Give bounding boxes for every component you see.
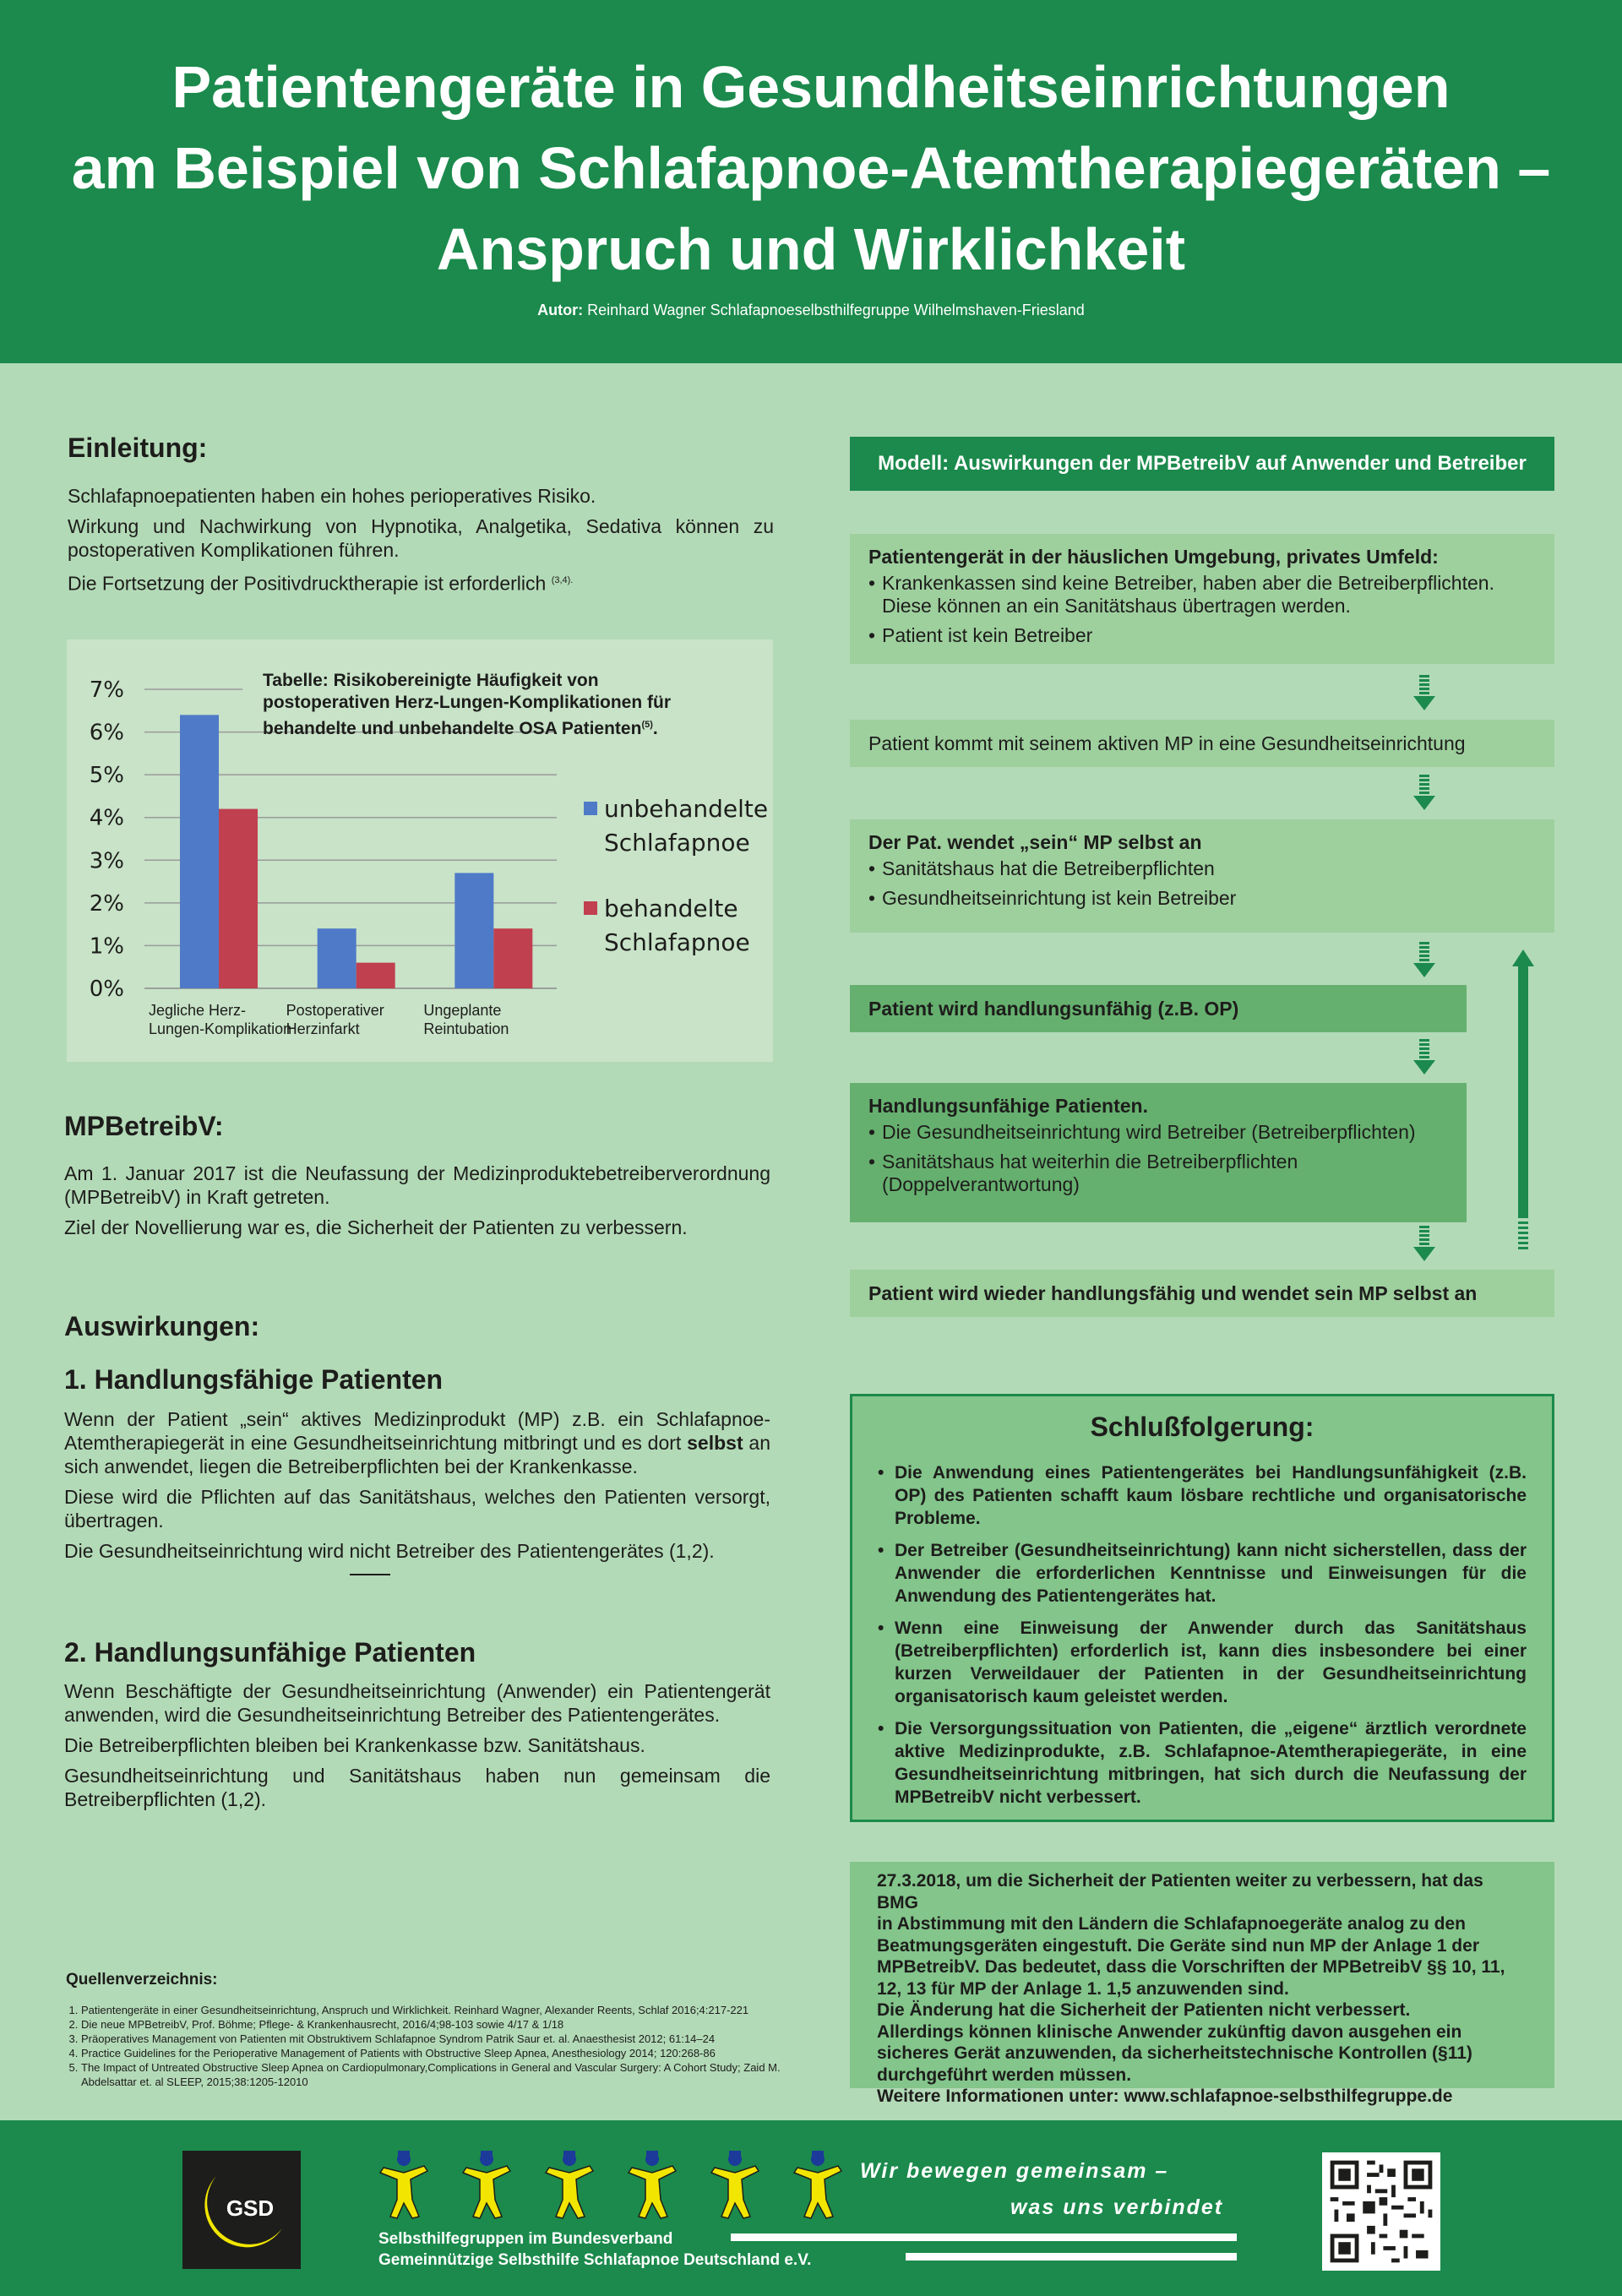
poster-header (0, 0, 1622, 363)
model-box-incapable (850, 985, 1467, 1032)
chart-title: Tabelle: Risikobereinigte Häufigkeit von postoperativen Herz-Lungen-Komplikationen für behandelte und unbehandelte OSA Patienten (263, 671, 672, 738)
references-heading: Quellenverzeichnis: (66, 1971, 218, 1989)
x-category-label: Reintubation (423, 1020, 509, 1037)
conclusion-item: • Die Anwendung eines Patientengerätes bei Handlungsunfähigkeit (z.B. OP) des Patienten schafft kaum lösbare rechtliche und organisatorische Probleme. (878, 1461, 1527, 1530)
slogan-line-2: was uns verbindet (1010, 2195, 1224, 2219)
x-category-label: Lungen-Komplikation (149, 1020, 292, 1037)
einleitung-p2: Wirkung und Nachwirkung von Hypnotika, Analgetika, Sedativa können zu postoperativen Komplikationen führen. (68, 515, 774, 561)
note-line: Beatmungsgeräten eingestuft. Die Geräte sind nun MP der Anlage 1 der (877, 1935, 1479, 1956)
conclusion-heading: Schlußfolgerung: (1090, 1412, 1314, 1442)
down-arrow-icon (1412, 775, 1437, 810)
x-category-label: Herzinfarkt (286, 1020, 360, 1037)
org-line-2: Gemeinnützige Selbsthilfe Schlafapnoe Deutschland e.V. (378, 2251, 812, 2269)
legend-label: behandelte (604, 895, 738, 922)
footer-bar (731, 2233, 1237, 2241)
reference-item: 4. Practice Guidelines for the Perioperative Management of Patients with Obstructive Sleep Apnea, Anesthesiology 2014; 120:268-86 (81, 2046, 809, 2060)
s2-p2: Die Betreiberpflichten bleiben bei Krankenkasse bzw. Sanitätshaus. (64, 1734, 645, 1756)
qr-code-icon (1322, 2152, 1440, 2271)
y-tick-label: 7% (89, 677, 124, 703)
return-up-arrow-icon (1510, 949, 1536, 1252)
legend-label: unbehandelte (604, 795, 769, 823)
y-tick-label: 0% (89, 977, 124, 1002)
bar-unbehandelt (318, 928, 357, 988)
down-arrow-icon (1412, 1039, 1437, 1075)
reference-item: 5. The Impact of Untreated Obstructive Sleep Apnea on Cardiopulmonary,Complications in General and Vascular Surgery: A Cohort Study; Zaid M. Abdelsattar et. al SLEEP, 2015;38:1205-12010 (81, 2060, 809, 2089)
down-arrow-icon (1412, 1226, 1437, 1261)
bar-unbehandelt (180, 715, 219, 988)
title-line-3: Anspruch und Wirklichkeit (436, 216, 1186, 282)
footer (0, 2120, 1622, 2296)
title-line-2: am Beispiel von Schlafapnoe-Atemtherapiegeräten – (71, 135, 1551, 201)
y-tick-label: 1% (89, 933, 124, 960)
mpbetreibv-p2: Ziel der Novellierung war es, die Sicherheit der Patienten zu verbessern. (64, 1216, 688, 1238)
mpbetreibv-text (64, 1162, 770, 1246)
note-line: durchgeführt werden müssen. (877, 2065, 1132, 2085)
down-arrow-icon (1412, 675, 1437, 710)
author-label: Autor: (537, 302, 584, 318)
note-line: in Abstimmung mit den Ländern die Schlafapnoegeräte analog zu den (877, 1914, 1466, 1934)
footer-bar (906, 2253, 1237, 2261)
x-category-label: Ungeplante (423, 1002, 502, 1019)
model-heading: Modell: Auswirkungen der MPBetreibV auf Anwender und Betreiber (850, 437, 1554, 491)
model-box-incapable-patients-item: • Sanitätshaus hat weiterhin die Betreiberpflichten (Doppelverantwortung) (868, 1151, 1448, 1196)
legend-label: Schlafapnoe (604, 829, 750, 857)
handlungsunfaehige-heading: 2. Handlungsunfähige Patienten (64, 1637, 476, 1668)
conclusion-box (850, 1394, 1554, 1822)
model-box-self-use-item: • Gesundheitseinrichtung ist kein Betreiber (868, 887, 1536, 910)
bar-unbehandelt (454, 873, 493, 988)
chart-title-end: . (652, 719, 658, 738)
s1-p3-a: Die Gesundheitseinrichtung wird (64, 1540, 350, 1562)
people-figures-icon (378, 2147, 852, 2223)
model-box-capable-again (850, 1270, 1554, 1317)
references (66, 1971, 809, 2089)
author-text: Reinhard Wagner Schlafapnoeselbsthilfegruppe Wilhelmshaven-Friesland (587, 302, 1085, 318)
x-category-label: Postoperativer (286, 1002, 384, 1019)
legend-swatch (584, 901, 597, 915)
einleitung-p3-text: Die Fortsetzung der Positivdrucktherapie ist erforderlich (68, 572, 547, 595)
s1-p1-c: an sich anwendet, liegen die Betreiberpflichten bei der Krankenkasse. (64, 1432, 770, 1477)
s1-p1 (64, 1407, 770, 1478)
model-box-home-item: • Krankenkassen sind keine Betreiber, haben aber die Betreiberpflichten. Diese können an ein Sanitätshaus übertragen werden. (868, 572, 1536, 618)
qr-code[interactable] (1322, 2152, 1440, 2271)
chart-box (67, 639, 773, 1062)
reference-item: 2. Die neue MPBetreibV, Prof. Böhme; Pflege- & Krankenhausrecht, 2016/4;98-103 sowie 4/17 & 1/18 (81, 2017, 809, 2032)
x-category-label: Jegliche Herz- (149, 1002, 247, 1019)
y-tick-label: 5% (89, 763, 124, 789)
chart-title-ref: (5) (641, 720, 653, 730)
einleitung-heading: Einleitung: (68, 433, 208, 463)
einleitung-p3 (68, 569, 774, 596)
model-box-home (850, 534, 1554, 664)
mpbetreibv-p1: Am 1. Januar 2017 ist die Neufassung der Medizinproduktebetreiberverordnung (MPBetreibV) in Kraft getreten. (64, 1162, 770, 1208)
s2-p1: Wenn Beschäftigte der Gesundheitseinrichtung (Anwender) ein Patientengerät anwenden, wird die Gesundheitseinrichtung Betreiber des Patientengerätes. (64, 1680, 770, 1726)
y-tick-label: 2% (89, 890, 124, 917)
s1-p1-bold: selbst (687, 1432, 743, 1454)
einleitung-text (68, 484, 774, 602)
logo-text: GSD (226, 2195, 275, 2221)
model-box-home-heading: Patientengerät in der häuslichen Umgebung, privates Umfeld: (868, 546, 1439, 568)
legend-swatch (584, 802, 597, 815)
conclusion-item: • Wenn eine Einweisung der Anwender durch das Sanitätshaus (Betreiberpflichten) erforderlich ist, kann dies insbesondere bei einer kurzen Verweildauer der Patienten in der Gesundheitseinrichtung organisatorisch kaum geleistet werden. (878, 1617, 1527, 1708)
bar-behandelt (219, 809, 258, 988)
author-line (0, 302, 1622, 319)
mpbetreibv-heading: MPBetreibV: (64, 1111, 224, 1141)
model-box-self-use (850, 819, 1554, 933)
note-line: MPBetreibV. Das bedeutet, dass die Vorschriften der MPBetreibV §§ 10, 11, (877, 1957, 1505, 1977)
poster-title (0, 0, 1622, 290)
s1-p3-c: Betreiber des Patientengerätes (1,2). (390, 1540, 715, 1562)
note-line: 12, 13 für MP der Anlage 1. 1,5 anzuwenden sind. (877, 1978, 1289, 1999)
update-note-box (850, 1862, 1554, 2106)
model-box-home-item: • Patient ist kein Betreiber (868, 624, 1536, 647)
s1-p1-a: Wenn der Patient „sein“ aktives Medizinprodukt (MP) z.B. ein Schlafapnoe-Atemtherapiegerät in eine Gesundheitseinrichtung mitbringt und es dort (64, 1408, 770, 1454)
reference-item: 1. Patientengeräte in einer Gesundheitseinrichtung, Anspruch und Wirklichkeit. Reinhard Wagner, Alexander Reents, Schlaf 2016;4:217-221 (81, 2003, 809, 2017)
bar-behandelt (357, 963, 395, 988)
chart-caption (263, 670, 702, 740)
note-line: sicheres Gerät anzuwenden, da sicherheitstechnische Kontrollen (§11) (877, 2043, 1472, 2063)
handlungsunfaehige-text (64, 1679, 770, 1818)
model-box-self-use-item: • Sanitätshaus hat die Betreiberpflichten (868, 857, 1536, 880)
model-box-incapable-patients-heading: Handlungsunfähige Patienten. (868, 1095, 1148, 1117)
note-line: Die Änderung hat die Sicherheit der Patienten nicht verbessert. (877, 2000, 1411, 2020)
handlungsfaehige-heading: 1. Handlungsfähige Patienten (64, 1364, 444, 1395)
legend-label: Schlafapnoe (604, 928, 750, 956)
note-line: Weitere Informationen unter: www.schlafapnoe-selbsthilfegruppe.de (877, 2087, 1453, 2106)
model-box-arrives (850, 720, 1554, 767)
references-list (66, 2003, 809, 2089)
s1-p2: Diese wird die Pflichten auf das Sanitätshaus, welches den Patienten versorgt, übertragen. (64, 1486, 770, 1532)
einleitung-p1: Schlafapnoepatienten haben ein hohes perioperatives Risiko. (68, 485, 596, 507)
model-box-incapable-text: Patient wird handlungsunfähig (z.B. OP) (868, 997, 1239, 1020)
bar-behandelt (493, 928, 532, 988)
s1-p3-underlined: nicht (350, 1540, 391, 1575)
note-line: Allerdings können klinische Anwender zukünftig davon ausgehen ein (877, 2021, 1462, 2042)
model-box-arrives-text: Patient kommt mit seinem aktiven MP in eine Gesundheitseinrichtung (868, 732, 1466, 754)
moon-logo-icon (182, 2151, 301, 2269)
gsd-logo (182, 2151, 301, 2269)
model-box-incapable-patients-item: • Die Gesundheitseinrichtung wird Betreiber (Betreiberpflichten) (868, 1121, 1448, 1144)
y-tick-label: 4% (89, 805, 124, 831)
title-line-1: Patientengeräte in Gesundheitseinrichtungen (171, 54, 1451, 120)
einleitung-p3-ref: (3,4). (551, 575, 574, 585)
org-line-1: Selbsthilfegruppen im Bundesverband (378, 2230, 673, 2248)
auswirkungen-heading: Auswirkungen: (64, 1311, 260, 1341)
slogan-line-1: Wir bewegen gemeinsam – (860, 2159, 1169, 2183)
down-arrow-icon (1412, 942, 1437, 977)
conclusion-item: • Der Betreiber (Gesundheitseinrichtung) kann nicht sicherstellen, dass der Anwender die erforderlichen Kenntnisse und Einweisungen für die Anwendung des Patientengerätes hat. (878, 1539, 1527, 1608)
model-box-incapable-patients (850, 1083, 1467, 1222)
conclusion-item: • Die Versorgungssituation von Patienten, die „eigene“ ärztlich verordnete aktive Medizinprodukte, z.B. Schlafapnoe-Atemtherapiegeräte, in eine Gesundheitseinrichtung mitbringen, hat sich durch die Neufassung der MPBetreibV nicht verbessert. (878, 1717, 1527, 1809)
s1-p3 (64, 1539, 770, 1563)
y-tick-label: 6% (89, 720, 124, 746)
model-box-self-use-heading: Der Pat. wendet „sein“ MP selbst an (868, 831, 1202, 853)
note-line: 27.3.2018, um die Sicherheit der Patienten weiter zu verbessern, hat das BMG (877, 1871, 1483, 1912)
reference-item: 3. Präoperatives Management von Patienten mit Obstruktivem Schlafapnoe Syndrom Patrik Saur et. al. Anaesthesist 2012; 61:14–24 (81, 2032, 809, 2046)
model-box-capable-again-text: Patient wird wieder handlungsfähig und wendet sein MP selbst an (868, 1281, 1478, 1304)
y-tick-label: 3% (89, 848, 124, 874)
handlungsfaehige-text (64, 1407, 770, 1570)
s2-p3: Gesundheitseinrichtung und Sanitätshaus haben nun gemeinsam die Betreiberpflichten (1,2). (64, 1765, 770, 1810)
